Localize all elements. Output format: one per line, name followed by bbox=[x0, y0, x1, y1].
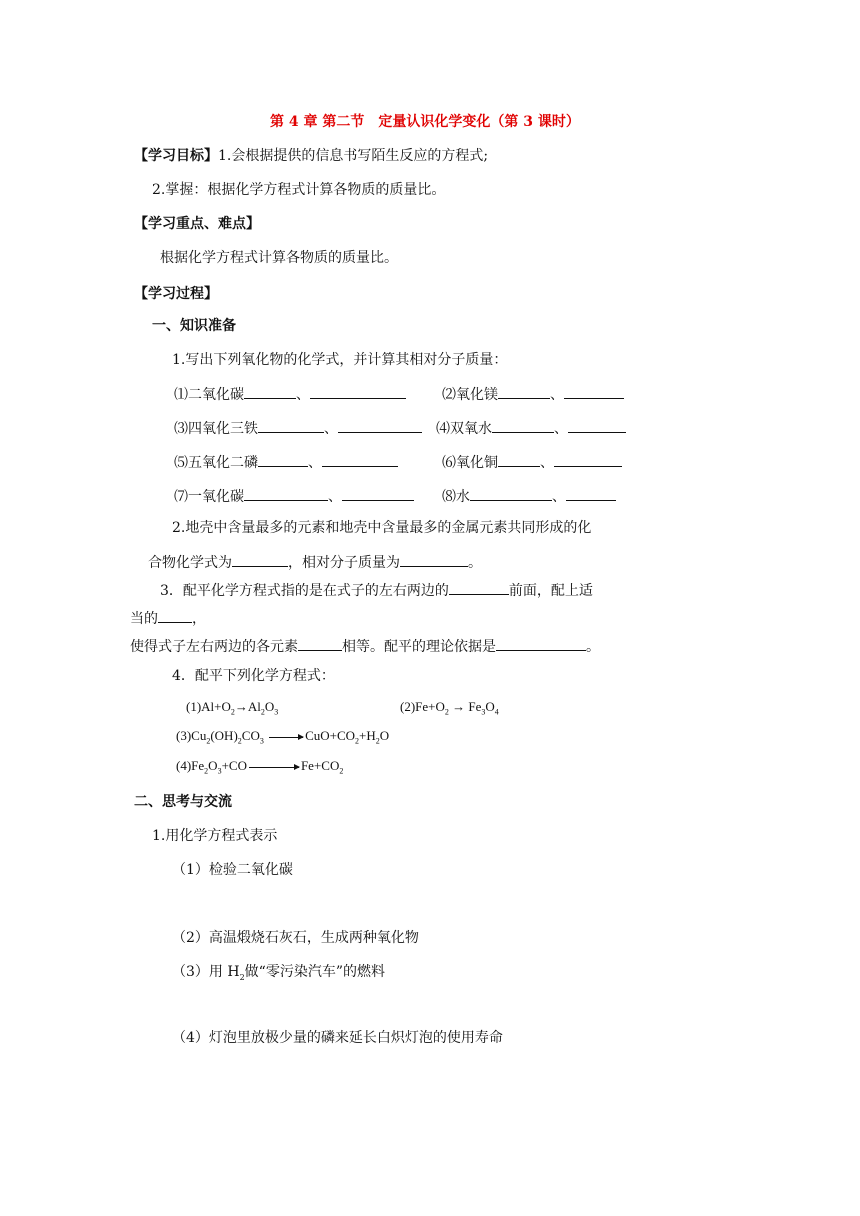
question-3-line-2: 当的 ， bbox=[130, 608, 206, 629]
question-3-line-3: 使得式子左右两边的各元素 相等。配平的理论依据是 。 bbox=[130, 636, 600, 657]
part2-question-1: 1.用化学方程式表示 bbox=[152, 828, 278, 844]
oxide-item-7: ⑺一氧化碳 、 bbox=[174, 486, 414, 507]
answer-blank[interactable] bbox=[496, 636, 586, 651]
key-points-text: 根据化学方程式计算各物质的质量比。 bbox=[160, 250, 398, 266]
long-arrow-icon bbox=[269, 737, 303, 738]
answer-blank[interactable] bbox=[566, 486, 616, 501]
part2-sub-3: （3）用 $H_2$做“零污染汽车”的燃料 bbox=[172, 964, 385, 982]
answer-blank[interactable] bbox=[564, 384, 624, 399]
equation-2: $(2)Fe+O_2 \to Fe_3O_4$ bbox=[400, 699, 499, 717]
answer-blank[interactable] bbox=[498, 384, 550, 399]
objectives-label: 【学习目标】 bbox=[134, 148, 218, 164]
process-label: 【学习过程】 bbox=[134, 286, 218, 302]
answer-blank[interactable] bbox=[298, 636, 342, 651]
key-points-label: 【学习重点、难点】 bbox=[134, 216, 260, 232]
arrow-icon: → bbox=[234, 699, 248, 714]
answer-blank[interactable] bbox=[568, 418, 626, 433]
question-2-line-1: 2.地壳中含量最多的元素和地壳中含量最多的金属元素共同形成的化 bbox=[172, 520, 592, 536]
answer-blank[interactable] bbox=[492, 418, 554, 433]
question-1: 1.写出下列氧化物的化学式，并计算其相对分子质量： bbox=[172, 352, 508, 368]
part2-sub-2: （2）高温煅烧石灰石，生成两种氧化物 bbox=[172, 930, 419, 946]
section-heading-1: 一、知识准备 bbox=[152, 318, 236, 334]
page-title: 第 4 章 第二节 定量认识化学变化（第 3 课时） bbox=[270, 114, 580, 130]
oxide-item-5: ⑸五氧化二磷 、 bbox=[174, 452, 398, 473]
answer-blank[interactable] bbox=[244, 384, 296, 399]
answer-blank[interactable] bbox=[244, 486, 328, 501]
answer-blank[interactable] bbox=[322, 452, 398, 467]
answer-blank[interactable] bbox=[470, 486, 552, 501]
answer-blank[interactable] bbox=[232, 552, 288, 567]
oxide-item-8: ⑻水 、 bbox=[442, 486, 616, 507]
objectives-line1 bbox=[134, 146, 488, 166]
arrow-icon: → bbox=[448, 699, 469, 714]
answer-blank[interactable] bbox=[258, 418, 324, 433]
section-heading-2: 二、思考与交流 bbox=[134, 794, 232, 810]
equation-3: $(3)Cu_2(OH)_2CO_3$ $CuO+CO_2+H_2O$ bbox=[176, 728, 390, 746]
oxide-item-6: ⑹氧化铜 、 bbox=[442, 452, 622, 473]
answer-blank[interactable] bbox=[498, 452, 540, 467]
answer-blank[interactable] bbox=[449, 580, 509, 595]
long-arrow-icon bbox=[249, 767, 299, 768]
question-3-line-1: 3．配平化学方程式指的是在式子的左右两边的 前面，配上适 bbox=[160, 580, 593, 601]
answer-blank[interactable] bbox=[400, 552, 468, 567]
answer-blank[interactable] bbox=[554, 452, 622, 467]
oxide-item-4: ⑷双氧水 、 bbox=[436, 418, 626, 439]
objective-item-2: 2.掌握：根据化学方程式计算各物质的质量比。 bbox=[152, 182, 446, 198]
part2-sub-1: （1）检验二氧化碳 bbox=[172, 862, 293, 878]
answer-blank[interactable] bbox=[258, 452, 308, 467]
answer-blank[interactable] bbox=[310, 384, 406, 399]
answer-blank[interactable] bbox=[342, 486, 414, 501]
oxide-item-2: ⑵氧化镁 、 bbox=[442, 384, 624, 405]
equation-1: $(1)Al+O_2\to Al_2O_3$ bbox=[186, 699, 279, 717]
question-4: 4．配平下列化学方程式： bbox=[172, 668, 335, 684]
objective-item-1: 1.会根据提供的信息书写陌生反应的方程式; bbox=[218, 148, 489, 164]
equation-4: $(4)Fe_2O_3+CO$ $Fe+CO_2$ bbox=[176, 758, 344, 776]
answer-blank[interactable] bbox=[158, 608, 192, 623]
oxide-item-1: ⑴二氧化碳 、 bbox=[174, 384, 406, 405]
question-2-line-2: 合物化学式为 ，相对分子质量为 。 bbox=[148, 552, 482, 573]
part2-sub-4: （4）灯泡里放极少量的磷来延长白炽灯泡的使用寿命 bbox=[172, 1030, 503, 1046]
answer-blank[interactable] bbox=[338, 418, 422, 433]
oxide-item-3: ⑶四氧化三铁 、 bbox=[174, 418, 422, 439]
